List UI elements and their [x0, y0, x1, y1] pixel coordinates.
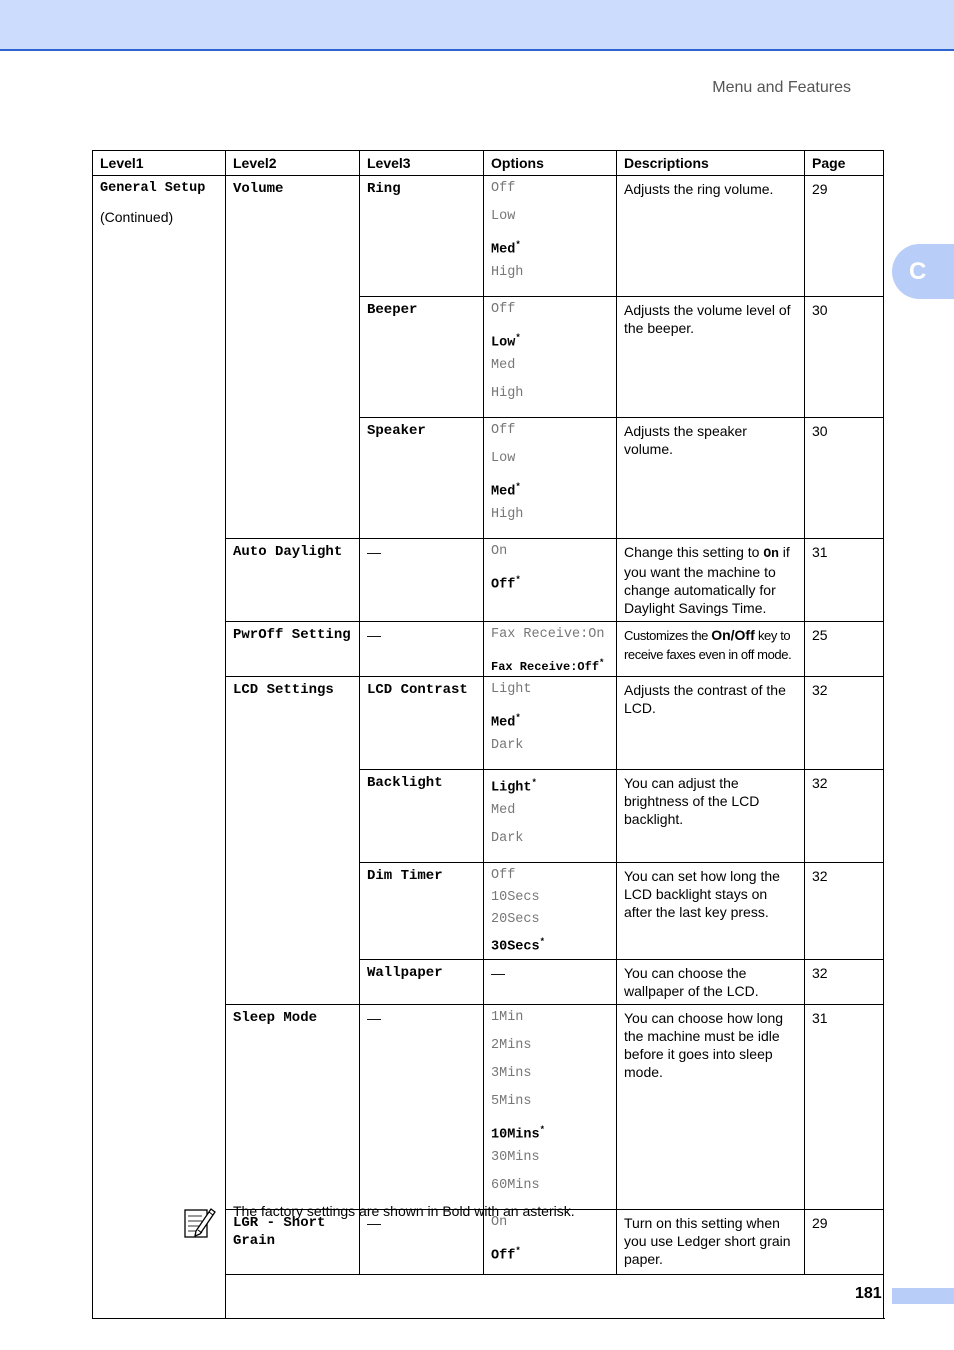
option: 10Secs [491, 890, 540, 905]
option: Off [491, 302, 516, 317]
description: You can choose the wallpaper of the LCD. [617, 960, 805, 1005]
column-header: Descriptions [617, 151, 805, 176]
description-text: if you want the machine to change automatically for Daylight Savings Time. [624, 544, 790, 616]
description [617, 539, 805, 622]
menu-table [92, 150, 884, 1319]
level2-sleep-mode: Sleep Mode [226, 1005, 360, 1210]
column-header: Level1 [93, 151, 226, 176]
column-header: Level3 [360, 151, 484, 176]
option: 60Mins [491, 1178, 540, 1193]
level1-cell [93, 176, 226, 1319]
level3-ring: Ring [360, 176, 484, 297]
options-cell [484, 677, 617, 770]
option: 2Mins [491, 1038, 532, 1053]
description: Adjusts the contrast of the LCD. [617, 677, 805, 770]
option: Dark [491, 831, 524, 846]
column-header: Options [484, 151, 617, 176]
option-default: Med* [491, 240, 521, 258]
page-number: 181 [855, 1285, 882, 1302]
options-cell [484, 539, 617, 622]
level3-none: — [360, 622, 484, 677]
section-title: Menu and Features [712, 79, 851, 96]
option: 5Mins [491, 1094, 532, 1109]
option: On [491, 544, 508, 559]
column-header: Page [805, 151, 884, 176]
page-number-bar [892, 1288, 954, 1304]
description: You can adjust the brightness of the LCD backlight. [617, 770, 805, 863]
table-row [93, 176, 884, 297]
description: You can choose how long the machine must be idle before it goes into sleep mode. [617, 1005, 805, 1210]
level3-none: — [360, 1005, 484, 1210]
description: Turn on this setting when you use Ledger short grain paper. [617, 1210, 805, 1275]
option: Light [491, 682, 532, 697]
level2-lcd-settings: LCD Settings [226, 677, 360, 1005]
description: Adjusts the volume level of the beeper. [617, 297, 805, 418]
default-asterisk: * [515, 482, 521, 492]
default-asterisk: * [539, 937, 546, 947]
level3-dim-timer: Dim Timer [360, 863, 484, 960]
default-asterisk: * [515, 240, 521, 250]
page-ref: 32 [805, 677, 884, 770]
note-pencil-icon [182, 1205, 216, 1239]
chapter-tab-letter: C [909, 257, 927, 285]
option-default: Fax Receive:Off* [491, 658, 605, 674]
default-asterisk: * [531, 778, 537, 788]
table-header-row [93, 151, 884, 176]
level3-none: — [360, 539, 484, 622]
default-asterisk: * [515, 333, 521, 343]
note-text: The factory settings are shown in Bold with an asterisk. [233, 1203, 575, 1219]
level1-continued: (Continued) [100, 209, 174, 225]
option: Dark [491, 738, 524, 753]
level3-lcd-contrast: LCD Contrast [360, 677, 484, 770]
options-cell [484, 1005, 617, 1210]
option: 1Min [491, 1010, 524, 1025]
options-cell: — [484, 960, 617, 1005]
level3-none: — [360, 1210, 484, 1275]
chapter-tab [892, 244, 954, 299]
option: On [491, 1215, 508, 1230]
option: High [491, 507, 524, 522]
option-default: Med* [491, 482, 521, 500]
page-ref: 32 [805, 770, 884, 863]
option: 20Secs [491, 912, 540, 927]
default-asterisk: * [599, 658, 605, 668]
level3-wallpaper: Wallpaper [360, 960, 484, 1005]
option-default: Off* [491, 1246, 521, 1264]
option: Fax Receive:On [491, 627, 605, 642]
page-ref: 31 [805, 1005, 884, 1210]
page-ref: 31 [805, 539, 884, 622]
top-color-band [0, 0, 954, 51]
description: Adjusts the ring volume. [617, 176, 805, 297]
description-text: Customizes the [624, 628, 712, 643]
page-ref: 32 [805, 863, 884, 960]
description-text: Change this setting to [624, 544, 764, 560]
level2-auto-daylight: Auto Daylight [226, 539, 360, 622]
description-text: key to receive faxes even in off mode. [624, 628, 792, 662]
options-cell [484, 176, 617, 297]
description: You can set how long the LCD backlight stays on after the last key press. [617, 863, 805, 960]
option: High [491, 265, 524, 280]
options-cell [484, 418, 617, 539]
option: Med [491, 358, 516, 373]
options-cell [484, 622, 617, 677]
note-cell [226, 1275, 884, 1319]
option: High [491, 386, 524, 401]
level3-beeper: Beeper [360, 297, 484, 418]
option-default: 30Secs* [491, 937, 546, 955]
column-header: Level2 [226, 151, 360, 176]
options-cell [484, 297, 617, 418]
option-default: Light* [491, 778, 537, 796]
page-ref: 25 [805, 622, 884, 677]
option: 30Mins [491, 1150, 540, 1165]
options-cell [484, 770, 617, 863]
option: Off [491, 423, 516, 438]
option-default: Off* [491, 575, 521, 593]
options-cell [484, 1210, 617, 1275]
default-asterisk: * [515, 575, 521, 585]
page-ref: 29 [805, 1210, 884, 1275]
description [617, 622, 805, 677]
level2-pwroff-setting: PwrOff Setting [226, 622, 360, 677]
level2-volume: Volume [226, 176, 360, 539]
page-ref: 32 [805, 960, 884, 1005]
option: Off [491, 868, 516, 883]
default-asterisk: * [539, 1125, 546, 1135]
level3-backlight: Backlight [360, 770, 484, 863]
option: Low [491, 451, 516, 466]
option: Low [491, 209, 516, 224]
option: 3Mins [491, 1066, 532, 1081]
options-cell [484, 863, 617, 960]
option-default: Med* [491, 713, 521, 731]
option-default: 10Mins* [491, 1125, 546, 1143]
page-ref: 29 [805, 176, 884, 297]
option: Med [491, 803, 516, 818]
page-ref: 30 [805, 418, 884, 539]
description: Adjusts the speaker volume. [617, 418, 805, 539]
default-asterisk: * [515, 1246, 521, 1256]
option-default: Low* [491, 333, 521, 351]
page-ref: 30 [805, 297, 884, 418]
level2-lgr-short-grain: LGR - Short Grain [226, 1210, 360, 1275]
description-keyword: On [763, 546, 779, 561]
level3-speaker: Speaker [360, 418, 484, 539]
default-asterisk: * [515, 713, 521, 723]
option: Off [491, 181, 516, 196]
level1-name: General Setup [100, 181, 206, 196]
description-keyword: On/Off [711, 627, 755, 643]
